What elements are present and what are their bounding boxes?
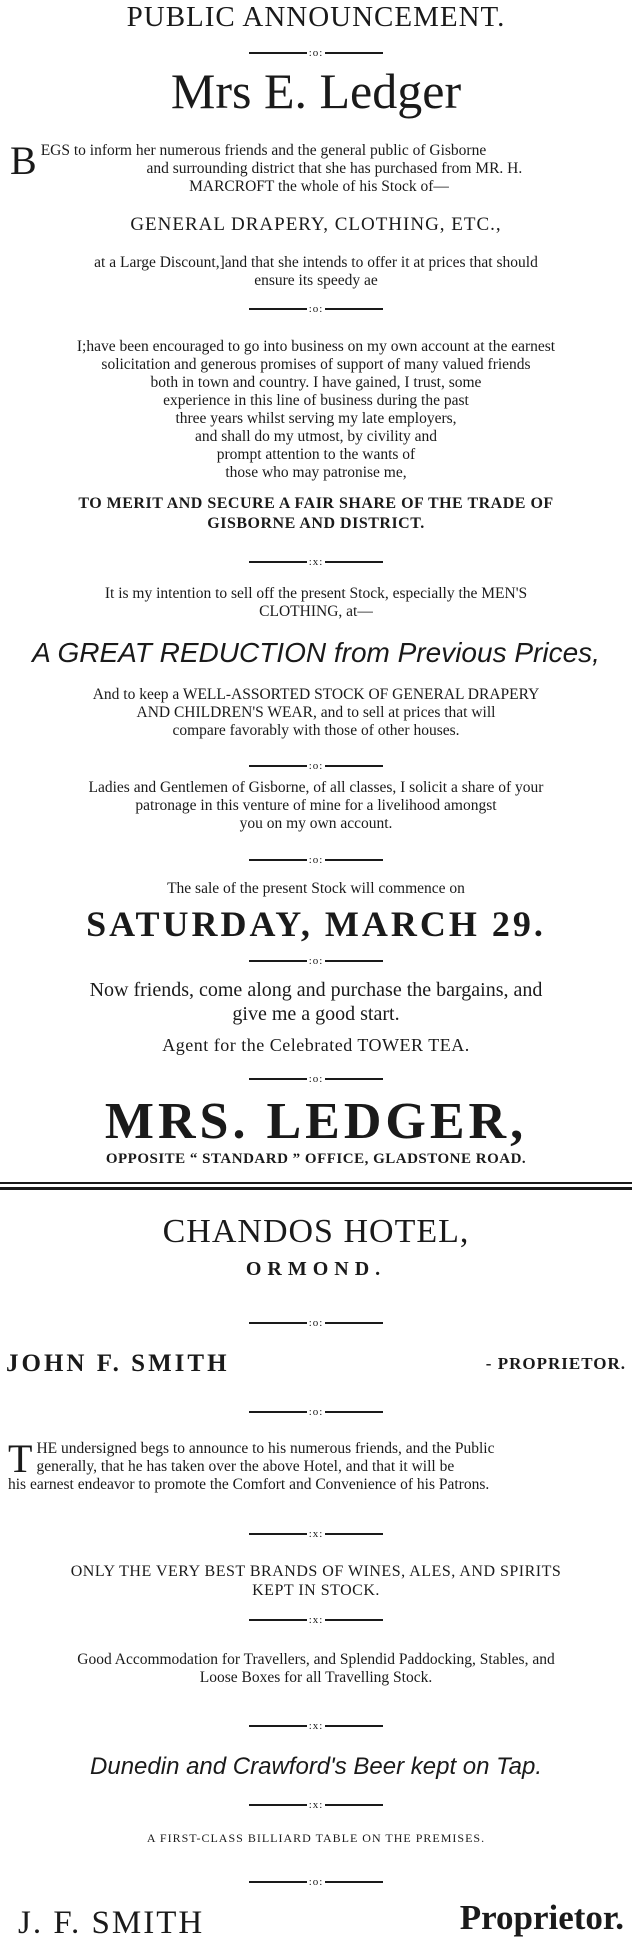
discount-line: ensure its speedy ae bbox=[254, 272, 378, 289]
sale-line: The sale of the present Stock will commence on bbox=[167, 880, 465, 897]
hotel-name: CHANDOS HOTEL, bbox=[162, 1213, 470, 1250]
intention-line: It is my intention to sell off the present Stock, especially the MEN'S bbox=[104, 585, 528, 602]
discount-line: at a Large Discount,]and that she intends to offer it at prices that should bbox=[94, 254, 538, 271]
ornament-divider: :o: bbox=[0, 758, 632, 773]
signature-name: J. F. SMITH bbox=[18, 1905, 205, 1941]
ornament-divider: :x: bbox=[0, 1718, 632, 1733]
address-line: OPPOSITE “ STANDARD ” OFFICE, GLADSTONE ROAD. bbox=[105, 1151, 527, 1167]
signature-row bbox=[0, 1896, 632, 1942]
experience-line: both in town and country. I have gained, I trust, some bbox=[150, 374, 482, 391]
proprietor-name: JOHN F. SMITH bbox=[6, 1350, 230, 1377]
merit-line: TO MERIT AND SECURE A FAIR SHARE OF THE TRADE OF bbox=[78, 495, 554, 512]
experience-line: experience in this line of business during the past bbox=[163, 392, 469, 409]
ornament-divider: :x: bbox=[0, 554, 632, 569]
intention-paragraph bbox=[0, 585, 632, 621]
experience-line: prompt attention to the wants of bbox=[216, 446, 416, 463]
drop-cap: B bbox=[10, 138, 37, 183]
intro-line: and surrounding district that she has purchased from MR. H. bbox=[146, 160, 523, 177]
brands-paragraph bbox=[0, 1562, 632, 1600]
intro-line: MARCROFT the whole of his Stock of— bbox=[189, 178, 449, 195]
signature-title: Proprietor. bbox=[459, 1898, 624, 1937]
ladies-paragraph bbox=[0, 779, 632, 833]
ad-heading: PUBLIC ANNOUNCEMENT. bbox=[126, 1, 506, 33]
hotel-intro-paragraph bbox=[8, 1436, 628, 1494]
ornament-divider: :x: bbox=[0, 1612, 632, 1627]
brands-line: KEPT IN STOCK. bbox=[252, 1582, 380, 1599]
experience-line: I;have been encouraged to go into business on my own account at the earnest bbox=[76, 338, 556, 355]
agent-line: Agent for the Celebrated TOWER TEA. bbox=[162, 1035, 470, 1055]
hotel-intro-line: generally, that he has taken over the above Hotel, and that it will be bbox=[36, 1458, 455, 1475]
accommodation-line: Good Accommodation for Travellers, and Splendid Paddocking, Stables, and bbox=[77, 1651, 555, 1668]
merit-paragraph bbox=[0, 494, 632, 534]
advertiser-name: Mrs E. Ledger bbox=[170, 63, 462, 119]
brands-line: ONLY THE VERY BEST BRANDS OF WINES, ALES, AND SPIRITS bbox=[70, 1563, 562, 1580]
ornament-divider: :o: bbox=[0, 852, 632, 867]
ladies-line: patronage in this venture of mine for a livelihood amongst bbox=[135, 797, 497, 814]
stock-line: compare favorably with those of other houses. bbox=[172, 722, 460, 739]
signature-name: MRS. LEDGER, bbox=[104, 1093, 528, 1150]
proprietor-row bbox=[0, 1349, 632, 1379]
ornament-divider: :o: bbox=[0, 1071, 632, 1086]
experience-line: and shall do my utmost, by civility and bbox=[195, 428, 437, 445]
ornament-divider: :o: bbox=[0, 45, 632, 60]
ornament-divider: :o: bbox=[0, 1315, 632, 1330]
goods-line: GENERAL DRAPERY, CLOTHING, ETC., bbox=[130, 214, 502, 235]
advertisement-divider bbox=[0, 1182, 632, 1190]
beer-line: Dunedin and Crawford's Beer kept on Tap. bbox=[90, 1753, 542, 1780]
experience-line: solicitation and generous promises of support of many valued friends bbox=[101, 356, 531, 373]
sale-date: SATURDAY, MARCH 29. bbox=[86, 904, 546, 944]
accommodation-line: Loose Boxes for all Travelling Stock. bbox=[199, 1669, 433, 1686]
experience-line: three years whilst serving my late employers, bbox=[175, 410, 457, 427]
ornament-divider: :o: bbox=[0, 1874, 632, 1889]
drop-cap: T bbox=[8, 1436, 33, 1481]
experience-line: those who may patronise me, bbox=[225, 464, 407, 481]
ladies-line: you on my own account. bbox=[239, 815, 393, 832]
experience-paragraph bbox=[0, 338, 632, 482]
billiard-line: A FIRST-CLASS BILLIARD TABLE ON THE PREMISES. bbox=[146, 1831, 486, 1845]
stock-line: And to keep a WELL-ASSORTED STOCK OF GENERAL DRAPERY bbox=[92, 686, 540, 703]
intro-line: EGS to inform her numerous friends and the general public of Gisborne bbox=[40, 142, 487, 159]
discount-paragraph bbox=[0, 254, 632, 290]
reduction-headline: A GREAT REDUCTION from Previous Prices, bbox=[32, 637, 600, 668]
hotel-intro-line: his earnest endeavor to promote the Comfort and Convenience of his Patrons. bbox=[8, 1476, 490, 1493]
hotel-intro-line: HE undersigned begs to announce to his numerous friends, and the Public bbox=[36, 1440, 495, 1457]
intro-paragraph bbox=[10, 138, 628, 196]
stock-paragraph bbox=[0, 686, 632, 740]
ornament-divider: :o: bbox=[0, 301, 632, 316]
merit-line: GISBORNE AND DISTRICT. bbox=[207, 515, 425, 532]
ornament-divider: :x: bbox=[0, 1526, 632, 1541]
friends-line: give me a good start. bbox=[232, 1003, 400, 1025]
hotel-location: ORMOND. bbox=[245, 1258, 387, 1280]
intention-line: CLOTHING, at— bbox=[259, 603, 373, 620]
stock-line: AND CHILDREN'S WEAR, and to sell at prices that will bbox=[136, 704, 496, 721]
ornament-divider: :x: bbox=[0, 1797, 632, 1812]
accommodation-paragraph bbox=[0, 1651, 632, 1687]
ornament-divider: :o: bbox=[0, 1404, 632, 1419]
ladies-line: Ladies and Gentlemen of Gisborne, of all classes, I solicit a share of your bbox=[88, 779, 544, 796]
friends-line: Now friends, come along and purchase the bargains, and bbox=[89, 979, 543, 1001]
ornament-divider: :o: bbox=[0, 953, 632, 968]
proprietor-title: - PROPRIETOR. bbox=[485, 1354, 626, 1373]
friends-paragraph bbox=[0, 978, 632, 1026]
